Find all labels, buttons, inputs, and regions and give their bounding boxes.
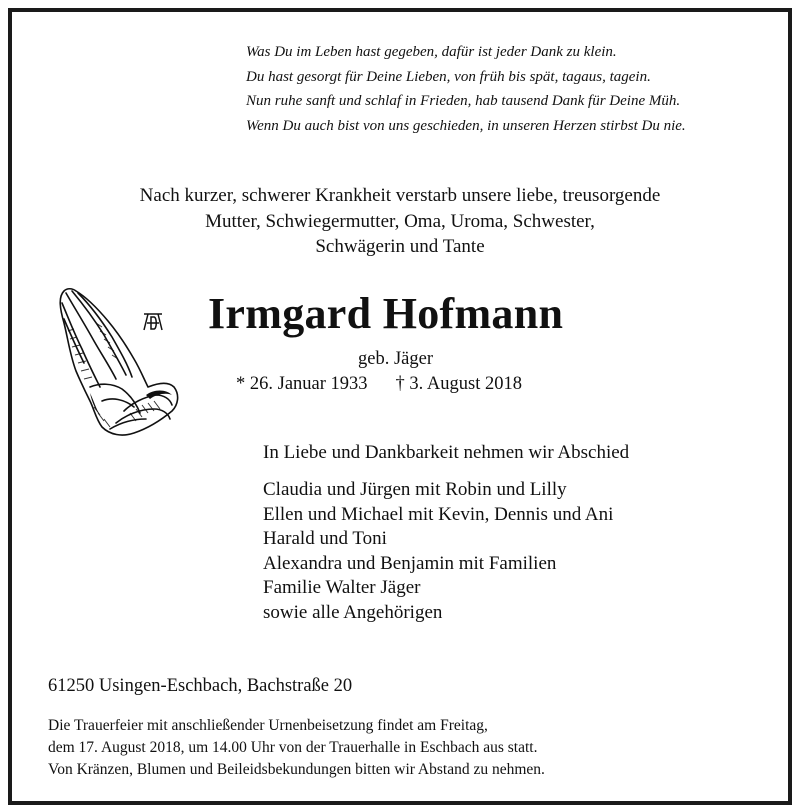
mourner-entry: Familie Walter Jäger xyxy=(263,577,421,599)
funeral-notice xyxy=(48,715,545,781)
poem-line: Nun ruhe sanft und schlaf in Frieden, hab tausend Dank für Deine Müh. xyxy=(246,93,681,109)
born-name: geb. Jäger xyxy=(358,349,433,369)
intro-line: Mutter, Schwiegermutter, Oma, Uroma, Schwester, xyxy=(205,210,595,232)
notice-line: Die Trauerfeier mit anschließender Urnenbeisetzung findet am Freitag, xyxy=(48,717,488,734)
address: 61250 Usingen-Eschbach, Bachstraße 20 xyxy=(48,676,353,696)
deceased-name: Irmgard Hofmann xyxy=(208,289,564,338)
mourner-entry: Harald und Toni xyxy=(263,528,387,550)
poem xyxy=(246,40,686,138)
mourner-entry: Claudia und Jürgen mit Robin und Lilly xyxy=(263,479,567,500)
duerer-monogram-icon xyxy=(142,310,164,332)
mourner-entry: Alexandra und Benjamin mit Familien xyxy=(263,552,557,574)
death-date: † 3. August 2018 xyxy=(395,374,522,394)
notice-line: Von Kränzen, Blumen und Beileidsbekundungen bitten wir Abstand zu nehmen. xyxy=(48,761,545,778)
birth-date: * 26. Januar 1933 xyxy=(236,374,368,394)
mourner-entry: sowie alle Angehörigen xyxy=(263,601,443,623)
notice-line: dem 17. August 2018, um 14.00 Uhr von der Trauerhalle in Eschbach aus statt. xyxy=(48,739,538,756)
poem-line: Wenn Du auch bist von uns geschieden, in unseren Herzen stirbst Du nie. xyxy=(246,117,686,134)
intro-line: Schwägerin und Tante xyxy=(315,236,485,257)
mourners-list xyxy=(263,478,613,626)
praying-hands-icon xyxy=(50,283,182,439)
poem-line: Du hast gesorgt für Deine Lieben, von früh bis spät, tagaus, tagein. xyxy=(246,68,651,85)
obituary-frame xyxy=(8,8,792,805)
mourner-entry: Ellen und Michael mit Kevin, Dennis und Ani xyxy=(263,503,614,525)
life-dates xyxy=(236,374,522,395)
intro-text xyxy=(12,183,788,260)
poem-line: Was Du im Leben hast gegeben, dafür ist jeder Dank zu klein. xyxy=(246,44,617,60)
farewell-line: In Liebe und Dankbarkeit nehmen wir Abschied xyxy=(263,442,630,463)
intro-line: Nach kurzer, schwerer Krankheit verstarb unsere liebe, treusorgende xyxy=(139,185,661,206)
